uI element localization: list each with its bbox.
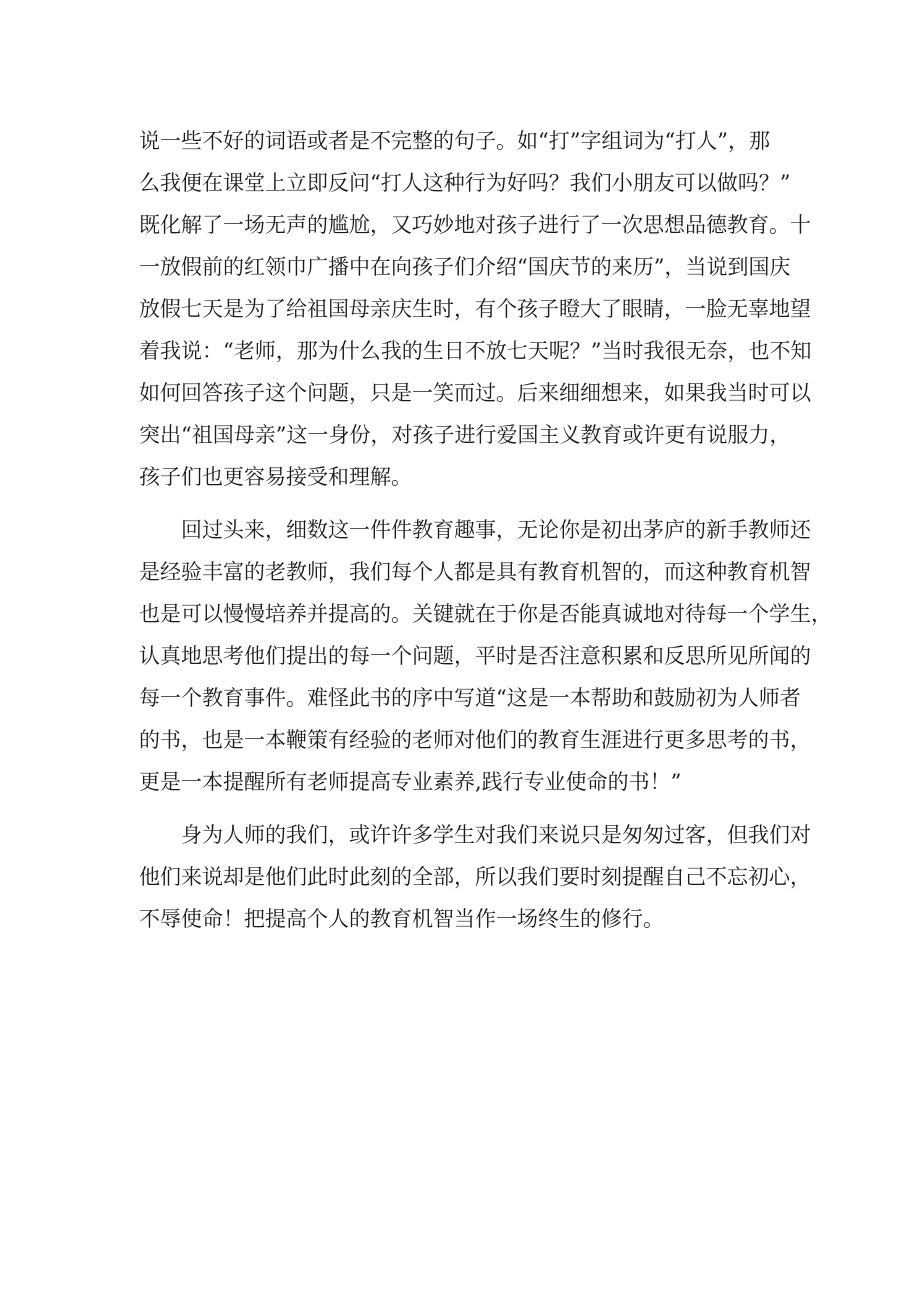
paragraph-line: 身为人师的我们，或许许多学生对我们来说只是匆匆过客，但我们对 [181,823,811,847]
paragraph-line: 不辱使命！把提高个人的教育机智当作一场终生的修行。 [139,907,664,931]
paragraph-line: 认真地思考他们提出的每一个问题，平时是否注意积累和反思所见所闻的 [139,644,811,668]
paragraph-line: 既化解了一场无声的尴尬，又巧妙地对孩子进行了一次思想品德教育。十 [139,213,811,237]
paragraph-line: 是经验丰富的老教师，我们每个人都是具有教育机智的，而这种教育机智 [139,560,811,584]
paragraph-3 [139,814,811,940]
paragraph-line: 更是一本提醒所有老师提高专业素养,践行专业使命的书！” [139,770,682,794]
paragraph-line: 说一些不好的词语或者是不完整的句子。如“打”字组词为“打人”，那 [139,129,770,153]
document-body [139,120,832,940]
paragraph-1 [139,120,812,498]
paragraph-line: 回过头来，细数这一件件教育趣事，无论你是初出茅庐的新手教师还 [181,518,811,542]
paragraph-line: 也是可以慢慢培养并提高的。关键就在于你是否能真诚地对待每一个学生， [139,602,832,626]
paragraph-line: 着我说：“老师，那为什么我的生日不放七天呢？”当时我很无奈，也不知 [139,339,812,363]
paragraph-line: 突出“祖国母亲”这一身份，对孩子进行爱国主义教育或许更有说服力， [139,423,791,447]
paragraph-line: 孩子们也更容易接受和理解。 [139,465,412,489]
paragraph-line: 他们来说却是他们此时此刻的全部，所以我们要时刻提醒自己不忘初心， [139,865,811,889]
paragraph-line: 一放假前的红领巾广播中在向孩子们介绍“国庆节的来历”，当说到国庆 [139,255,791,279]
paragraph-line: 如何回答孩子这个问题，只是一笑而过。后来细细想来，如果我当时可以 [139,381,811,405]
paragraph-line: 放假七天是为了给祖国母亲庆生时，有个孩子瞪大了眼睛，一脸无辜地望 [139,297,811,321]
paragraph-spacer [139,498,799,509]
paragraph-2 [139,509,832,803]
paragraph-line: 的书，也是一本鞭策有经验的老师对他们的教育生涯进行更多思考的书， [139,728,811,752]
paragraph-line: 么我便在课堂上立即反问“打人这种行为好吗？我们小朋友可以做吗？” [139,171,791,195]
paragraph-line: 每一个教育事件。难怪此书的序中写道“这是一本帮助和鼓励初为人师者 [139,686,801,710]
paragraph-spacer [139,803,799,814]
